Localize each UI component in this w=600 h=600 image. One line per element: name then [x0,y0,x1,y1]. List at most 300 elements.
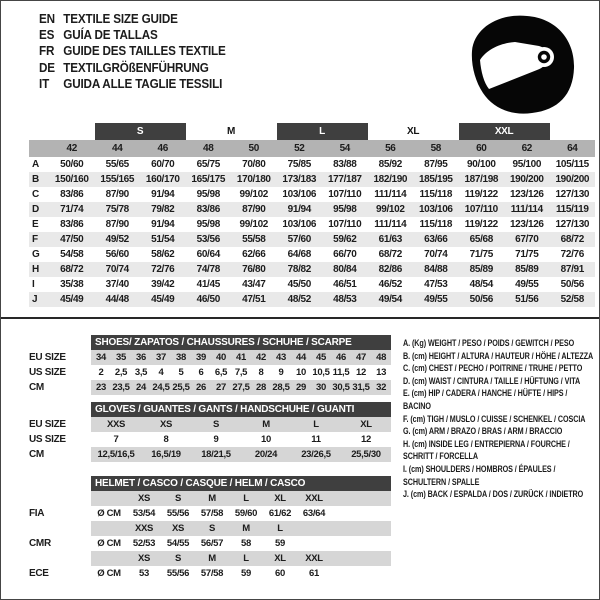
shoes-row-label: US SIZE [29,367,66,378]
gloves-us-cell: 7 [113,434,119,445]
size-value-cell: 127/130 [555,219,590,230]
size-value-cell: 52/58 [550,292,596,307]
size-value-cell: 68/72 [550,232,596,247]
size-value-cell: 70/80 [242,159,266,170]
shoes-eu-cell: 42 [251,350,271,365]
size-value-cell: 61/63 [368,232,414,247]
size-value-cell: 49/55 [515,279,539,290]
size-value-cell: 123/126 [509,219,544,230]
size-value-cell: 87/95 [424,159,448,170]
size-header-cell: 60 [459,140,505,157]
gloves-cm-cell: 12,5/16,5 [91,447,141,462]
size-header-cell: 52 [277,140,323,157]
gloves-table-body [29,402,391,462]
size-value-cell: 64/68 [287,249,311,260]
size-value-cell: 47/51 [231,292,277,307]
size-value-cell: 150/160 [49,172,95,187]
helmet-value-cell: 58 [241,538,251,549]
helmet-size-cell: M [195,491,229,506]
size-value-cell: 65/75 [196,159,220,170]
shoes-eu-cell: 36 [131,350,151,365]
shoes-cm-cell: 29 [291,380,311,395]
size-table-row [29,187,595,202]
size-value-cell: 165/175 [186,172,232,187]
size-value-cell: 60/70 [151,159,175,170]
size-value-cell: 87/90 [105,189,129,200]
size-value-cell: 99/102 [239,189,269,200]
size-value-cell: 71/75 [515,249,539,260]
row-letter: I [32,279,35,290]
size-value-cell: 95/100 [512,159,542,170]
size-value-cell: 75/78 [95,202,141,217]
row-letter: G [32,249,40,260]
helmet-size-cell: L [229,491,263,506]
size-value-cell: 46/51 [333,279,357,290]
shoes-us-cell: 12 [356,367,366,378]
language-guide-title: GUÍA DE TALLAS [63,27,158,43]
helmet-size-cell: S [195,521,229,536]
helmet-sizes-unit-spacer [91,491,127,506]
gloves-eu-cell: XS [141,417,191,432]
helmet-size-cell: L [229,551,263,566]
size-value-cell: 57/60 [277,232,323,247]
language-code: IT [39,75,50,91]
size-value-cell: 59/62 [322,232,368,247]
shoes-size-table [29,335,391,395]
row-letter: F [29,232,49,247]
helmet-title-spacer [29,476,91,491]
helmet-sizes-filler [331,491,391,506]
shoes-eu-cell: 37 [151,350,171,365]
language-code: DE [39,59,55,75]
row-letter: B [29,172,49,187]
language-row [39,60,226,76]
gloves-size-table [29,402,391,462]
language-code: EN [39,11,55,26]
size-value-cell: 83/86 [60,219,84,230]
helmet-table-body [29,476,391,581]
helmet-size-cell: M [229,521,263,536]
size-table-row [29,232,595,247]
shoes-cm-cell: 24,5 [152,382,170,393]
measurement-legend [403,337,593,501]
size-value-cell: 51/54 [140,232,186,247]
section-divider [1,317,599,319]
helmet-size-cell: XL [263,491,297,506]
size-value-cell: 43/47 [242,279,266,290]
size-value-cell: 47/50 [49,232,95,247]
language-row [39,27,226,43]
size-table-row [29,262,595,277]
shoes-title-spacer [29,335,91,350]
gloves-cm-cell: 18/21,5 [191,447,241,462]
helmet-unit-label: Ø CM [97,568,121,579]
helmet-sizes-unit-spacer [91,551,127,566]
helmet-sizes-spacer [29,491,91,506]
size-value-cell: 39/42 [151,279,175,290]
helmet-values-row [29,506,391,521]
shoes-eu-cell: 48 [371,350,391,365]
helmet-values-row [29,566,391,581]
size-value-cell: 103/106 [282,189,317,200]
gloves-eu-cell: XXS [91,417,141,432]
size-value-cell: 111/114 [374,219,407,230]
size-value-cell: 99/102 [368,202,414,217]
size-value-cell: 90/100 [467,159,496,170]
helmet-value-cell: 61/62 [268,508,292,519]
shoes-us-cell: 10,5 [312,367,330,378]
shoes-cm-cell: 30,5 [332,382,350,393]
shoes-cm-cell: 30 [311,380,331,395]
size-header-cell: 50 [231,140,277,157]
helmet-values-filler [331,566,391,581]
size-value-cell: 91/94 [151,219,175,230]
row-letter: A [32,159,39,170]
size-value-cell: 41/45 [196,279,220,290]
size-value-cell: 83/86 [186,202,232,217]
gloves-cm-cell: 20/24 [241,447,291,462]
gloves-cm-cell: 23/26,5 [291,447,341,462]
size-table-row [29,247,595,262]
shoes-eu-cell: 40 [211,350,231,365]
size-value-cell: 79/82 [140,202,186,217]
helmet-values-row [29,536,391,551]
row-letter: E [32,219,39,230]
helmet-title-bar: HELMET / CASCO / CASQUE / HELM / CASCO [91,476,391,491]
gloves-us-cell: 12 [361,434,371,445]
shoes-cm-cell: 23 [91,380,111,395]
size-value-cell: 54/58 [60,249,84,260]
size-value-cell: 87/90 [105,219,129,230]
size-value-cell: 115/118 [419,189,453,200]
legend-item: A. (Kg) WEIGHT / PESO / POIDS / GEWITCH / PESO [403,338,575,348]
shoes-us-cell: 6 [198,367,204,378]
gloves-eu-cell: M [241,417,291,432]
gloves-cm-cell: 16,5/19 [141,447,191,462]
helmet-sizes-spacer [29,521,91,536]
size-value-cell: 50/56 [459,292,505,307]
size-value-cell: 71/74 [49,202,95,217]
size-value-cell: 75/85 [287,159,311,170]
helmet-icon [467,13,581,115]
size-value-cell: 107/110 [328,189,362,200]
shoes-title-bar: SHOES/ ZAPATOS / CHAUSSURES / SCHUHE / SCARPE [91,335,391,350]
size-value-cell: 83/86 [60,189,84,200]
size-value-cell: 49/52 [95,232,141,247]
size-value-cell: 46/50 [186,292,232,307]
size-value-cell: 35/38 [60,279,84,290]
shoes-table-body [29,335,391,395]
size-value-cell: 123/126 [509,189,544,200]
language-title-list [39,11,226,92]
size-value-cell: 45/49 [140,292,186,307]
helmet-value-cell: 63/64 [302,508,326,519]
size-value-cell: 190/200 [504,172,550,187]
helmet-sizes-filler [331,521,391,536]
helmet-value-cell: 55/56 [166,568,190,579]
gloves-row-label: CM [29,449,44,460]
legend-item: I. (cm) SHOULDERS / HOMBROS / ÉPAULES / SCHULTERN / SPALLE [403,463,556,487]
shoes-cm-cell: 27 [211,380,231,395]
size-band-label: S [95,123,186,140]
helmet-value-cell: 59/60 [234,508,258,519]
helmet-value-cell: 61 [309,568,319,579]
size-value-cell: 87/90 [231,202,277,217]
size-band-label: L [277,123,368,140]
shoes-row-label: EU SIZE [29,352,66,363]
shoes-us-cell: 9 [278,367,284,378]
size-header-cell: 44 [95,140,141,157]
size-value-cell: 45/50 [287,279,311,290]
helmet-sizes-row [29,551,391,566]
size-value-cell: 155/165 [95,172,141,187]
legend-item: F. (cm) TIGH / MUSLO / CUISSE / SCHENKEL / COSCIA [403,413,586,424]
gloves-us-cell: 11 [311,434,321,445]
helmet-value-cell: 52/53 [132,538,156,549]
helmet-value-cell: 53/54 [132,508,156,519]
legend-item: E. (cm) HIP / CADERA / HANCHE / HÜFTE / HIPS / BACINO [403,388,568,411]
size-value-cell: 91/94 [277,202,323,217]
helmet-size-cell: M [195,551,229,566]
size-value-cell: 103/106 [282,219,317,230]
shoes-us-cell: 11,5 [332,367,350,378]
legend-item: C. (cm) CHEST / PECHO / POITRINE / TRUHE / PETTO [403,363,583,374]
size-value-cell: 99/102 [239,219,269,230]
gloves-row-label: EU SIZE [29,419,66,430]
size-value-cell: 80/84 [322,262,368,277]
size-value-cell: 46/52 [378,279,402,290]
size-value-cell: 115/119 [550,202,596,217]
size-value-cell: 107/110 [328,219,362,230]
size-header-cell: 58 [413,140,459,157]
size-value-cell: 70/74 [95,262,141,277]
size-table-row [29,202,595,217]
helmet-value-cell: 53 [139,568,149,579]
gloves-eu-row [29,417,391,432]
size-header-cell: 56 [368,140,414,157]
gloves-us-cell: 8 [163,434,169,445]
legend-item: D. (cm) WAIST / CINTURA / TAILLE / HÜFTUNG / VITA [403,375,581,386]
size-value-cell: 45/49 [49,292,95,307]
language-row [39,43,226,59]
size-value-cell: 115/118 [419,219,453,230]
language-guide-title: GUIDA ALLE TAGLIE TESSILI [63,75,223,91]
size-value-cell: 63/66 [413,232,459,247]
size-value-cell: 78/82 [277,262,323,277]
size-value-cell: 170/180 [231,172,277,187]
size-value-cell: 95/98 [322,202,368,217]
size-value-cell: 49/54 [368,292,414,307]
helmet-values-filler [331,506,391,521]
helmet-values-filler [331,536,391,551]
gloves-title-bar: GLOVES / GUANTES / GANTS / HANDSCHUHE / GUANTI [91,402,391,417]
size-value-cell: 119/122 [464,189,498,200]
size-band-label [550,123,596,140]
shoes-cm-row [29,380,391,395]
size-value-cell: 56/60 [105,249,129,260]
shoes-eu-cell: 46 [331,350,351,365]
helmet-value-cell: 57/58 [200,568,224,579]
shoes-eu-cell: 41 [231,350,251,365]
shoes-us-cell: 2,5 [114,367,128,378]
helmet-sizes-unit-spacer [91,521,127,536]
size-header-cell: 64 [550,140,596,157]
gloves-us-cell: 9 [213,434,219,445]
helmet-value-cell: 57/58 [200,508,224,519]
shoes-us-cell: 10 [296,367,306,378]
size-value-cell: 58/62 [151,249,175,260]
shoes-eu-cell: 39 [191,350,211,365]
helmet-size-cell: S [161,551,195,566]
size-header-cell: 46 [140,140,186,157]
size-value-cell: 107/110 [459,202,505,217]
size-value-cell: 55/65 [105,159,129,170]
size-table-row [29,292,595,307]
gloves-title-row [29,402,391,417]
size-value-cell: 95/98 [196,189,220,200]
row-letter: D [29,202,49,217]
size-value-cell: 65/68 [459,232,505,247]
helmet-size-cell: L [263,521,297,536]
shoes-cm-cell: 24 [131,380,151,395]
size-value-cell: 105/115 [555,159,589,170]
shoes-cm-cell: 23,5 [112,382,130,393]
helmet-size-cell: XXL [297,491,331,506]
size-value-cell: 68/72 [49,262,95,277]
size-value-cell: 47/53 [424,279,448,290]
gloves-cm-cell: 25,5/30 [341,447,391,462]
size-value-cell: 44/48 [95,292,141,307]
size-value-cell: 119/122 [464,219,498,230]
size-value-cell: 85/89 [459,262,505,277]
helmet-size-table [29,476,391,581]
shoes-us-cell: 3,5 [134,367,148,378]
helmet-value-cell: 59 [275,538,285,549]
band-row-spacer [29,123,49,140]
size-table-row [29,172,595,187]
size-value-cell: 71/75 [469,249,493,260]
helmet-standard-label: ECE [29,568,49,579]
gloves-row-label: US SIZE [29,434,66,445]
size-value-cell: 91/94 [151,189,175,200]
shoes-us-cell: 7,5 [234,367,248,378]
size-value-cell: 187/198 [459,172,505,187]
shoes-us-row [29,365,391,380]
size-value-cell: 76/80 [231,262,277,277]
size-value-cell: 160/170 [140,172,186,187]
helmet-standard-label: FIA [29,508,45,519]
size-value-cell: 55/58 [231,232,277,247]
size-band-label: M [186,123,277,140]
helmet-size-cell: XS [127,491,161,506]
helmet-size-cell: XS [127,551,161,566]
helmet-value-cell: 59 [241,568,251,579]
size-value-cell: 53/56 [186,232,232,247]
shoes-cm-cell: 32 [371,380,391,395]
helmet-title-row [29,476,391,491]
size-value-cell: 72/76 [140,262,186,277]
size-band-label: XXL [459,123,550,140]
shoes-us-cell: 13 [376,367,387,378]
size-header-cell: 42 [49,140,95,157]
size-value-cell: 70/74 [424,249,448,260]
gloves-us-row [29,432,391,447]
shoes-eu-cell: 45 [311,350,331,365]
language-code: ES [39,27,55,43]
gloves-us-cell: 10 [261,434,271,445]
size-band-row [29,123,595,140]
helmet-size-cell [297,521,331,536]
shoes-eu-cell: 44 [291,350,311,365]
gloves-eu-cell: XL [341,417,391,432]
helmet-sizes-row [29,491,391,506]
language-guide-title: TEXTILE SIZE GUIDE [63,11,178,26]
size-table-row [29,277,595,292]
helmet-size-cell: XXS [127,521,161,536]
helmet-sizes-row [29,521,391,536]
shoes-us-cell: 8 [258,367,264,378]
row-letter: C [32,189,39,200]
language-guide-title: GUIDE DES TAILLES TEXTILE [63,43,226,59]
gloves-cm-row [29,447,391,462]
gloves-title-spacer [29,402,91,417]
shoes-cm-cell: 28 [251,380,271,395]
size-value-cell: 190/200 [550,172,596,187]
language-code: FR [39,43,55,59]
shoes-us-cell: 2 [98,367,104,378]
size-header-spacer [29,140,49,157]
shoes-eu-cell: 35 [111,350,131,365]
helmet-value-cell: 56/57 [200,538,224,549]
textile-size-table [29,123,595,307]
shoes-us-cell: 6,5 [214,367,228,378]
size-header-row [29,140,595,157]
shoes-eu-row [29,350,391,365]
shoes-cm-cell: 28,5 [272,382,290,393]
gloves-eu-cell: L [291,417,341,432]
gloves-eu-cell: S [191,417,241,432]
helmet-size-cell: XXL [297,551,331,566]
shoes-us-cell: 5 [178,367,184,378]
size-value-cell: 37/40 [105,279,129,290]
size-table-row [29,217,595,232]
size-value-cell: 103/106 [413,202,459,217]
helmet-standard-label: CMR [29,538,51,549]
size-value-cell: 82/86 [368,262,414,277]
size-table-body [29,123,595,307]
size-value-cell: 66/70 [333,249,357,260]
size-value-cell: 111/114 [504,202,550,217]
size-band-label: XL [368,123,459,140]
size-value-cell: 50/56 [560,279,584,290]
legend-item: H. (cm) INSIDE LEG / ENTREPIERNA / FOURCHE / SCHRITT / FORCELLA [403,438,570,462]
size-value-cell: 74/78 [186,262,232,277]
helmet-sizes-filler [331,551,391,566]
shoes-eu-cell: 43 [271,350,291,365]
helmet-value-cell: 60 [275,568,285,579]
size-value-cell: 48/52 [277,292,323,307]
shoes-eu-cell: 34 [91,350,111,365]
size-value-cell: 49/55 [413,292,459,307]
size-value-cell: 67/70 [504,232,550,247]
size-value-cell: 50/60 [60,159,84,170]
shoes-cm-cell: 31,5 [352,382,370,393]
size-value-cell: 87/91 [550,262,596,277]
shoes-row-label: CM [29,382,44,393]
size-value-cell: 68/72 [378,249,402,260]
size-value-cell: 51/56 [504,292,550,307]
helmet-value-cell: 55/56 [166,508,190,519]
